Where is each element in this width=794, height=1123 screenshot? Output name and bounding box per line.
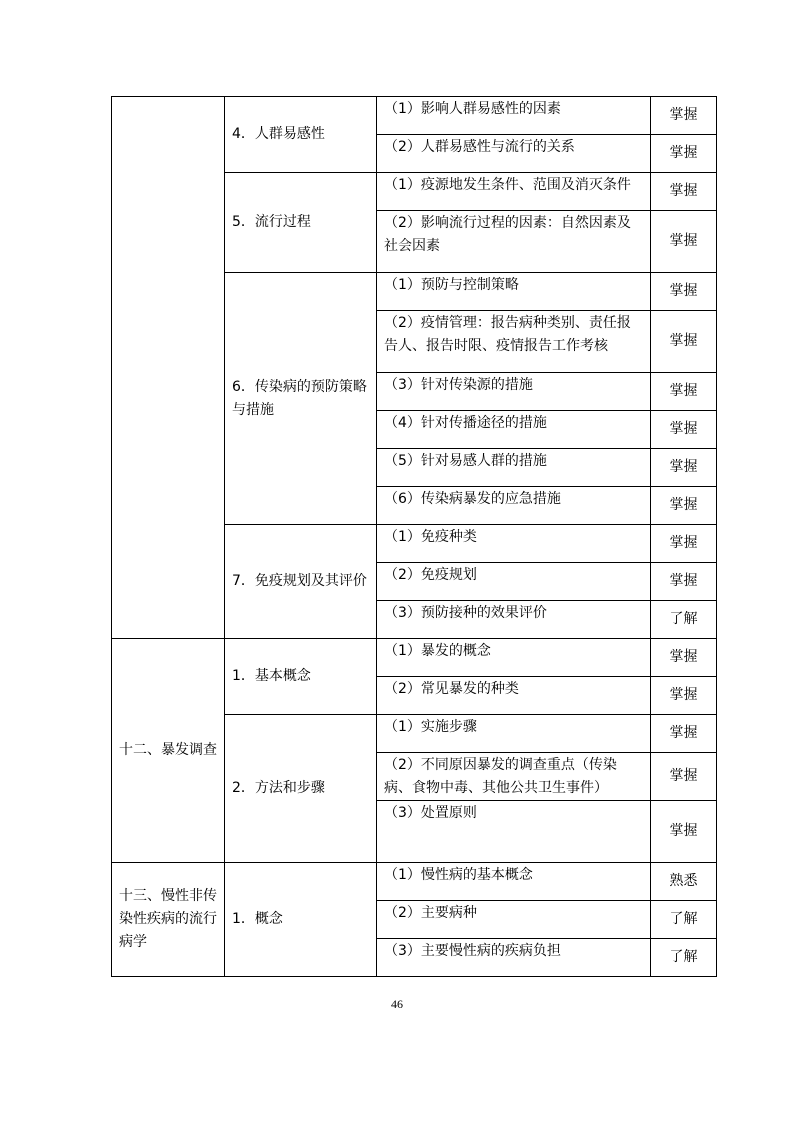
requirement-level: 掌握 [651, 753, 717, 801]
requirement-level: 掌握 [651, 487, 717, 525]
requirement-level: 掌握 [651, 563, 717, 601]
topic-title: 2．方法和步骤 [225, 715, 377, 863]
table-row [112, 97, 717, 135]
requirement-level: 掌握 [651, 97, 717, 135]
point-text: （1）疫源地发生条件、范围及消灭条件 [377, 173, 651, 211]
point-text: （2）免疫规划 [377, 563, 651, 601]
requirement-level: 掌握 [651, 411, 717, 449]
topic-title: 7．免疫规划及其评价 [225, 525, 377, 639]
requirement-level: 掌握 [651, 311, 717, 373]
topic-title: 6．传染病的预防策略与措施 [225, 273, 377, 525]
point-text: （2）不同原因暴发的调查重点（传染病、食物中毒、其他公共卫生事件） [377, 753, 651, 801]
topic-title: 5．流行过程 [225, 173, 377, 273]
table-row [112, 639, 717, 677]
point-text: （3）针对传染源的措施 [377, 373, 651, 411]
point-text: （3）预防接种的效果评价 [377, 601, 651, 639]
requirement-level: 掌握 [651, 449, 717, 487]
point-text: （3）主要慢性病的疾病负担 [377, 939, 651, 977]
point-text: （1）影响人群易感性的因素 [377, 97, 651, 135]
point-text: （2）主要病种 [377, 901, 651, 939]
requirement-level: 了解 [651, 939, 717, 977]
requirement-level: 掌握 [651, 525, 717, 563]
point-text: （1）暴发的概念 [377, 639, 651, 677]
syllabus-body [112, 97, 717, 977]
requirement-level: 了解 [651, 901, 717, 939]
page-number: 46 [391, 997, 403, 1011]
topic-title: 1．基本概念 [225, 639, 377, 715]
point-text: （2）常见暴发的种类 [377, 677, 651, 715]
point-text: （3）处置原则 [377, 801, 651, 863]
point-text: （1）免疫种类 [377, 525, 651, 563]
requirement-level: 掌握 [651, 373, 717, 411]
point-text: （1）慢性病的基本概念 [377, 863, 651, 901]
table-row [112, 863, 717, 901]
requirement-level: 掌握 [651, 639, 717, 677]
point-text: （2）影响流行过程的因素：自然因素及社会因素 [377, 211, 651, 273]
requirement-level: 了解 [651, 601, 717, 639]
point-text: （1）实施步骤 [377, 715, 651, 753]
point-text: （5）针对易感人群的措施 [377, 449, 651, 487]
requirement-level: 掌握 [651, 801, 717, 863]
topic-title: 4．人群易感性 [225, 97, 377, 173]
requirement-level: 掌握 [651, 715, 717, 753]
point-text: （2）人群易感性与流行的关系 [377, 135, 651, 173]
topic-title: 1．概念 [225, 863, 377, 977]
requirement-level: 熟悉 [651, 863, 717, 901]
requirement-level: 掌握 [651, 273, 717, 311]
requirement-level: 掌握 [651, 677, 717, 715]
requirement-level: 掌握 [651, 211, 717, 273]
syllabus-table [111, 96, 717, 977]
point-text: （2）疫情管理：报告病种类别、责任报告人、报告时限、疫情报告工作考核 [377, 311, 651, 373]
unit-title [112, 97, 225, 639]
requirement-level: 掌握 [651, 135, 717, 173]
point-text: （6）传染病暴发的应急措施 [377, 487, 651, 525]
unit-title: 十二、暴发调查 [112, 639, 225, 863]
requirement-level: 掌握 [651, 173, 717, 211]
point-text: （4）针对传播途径的措施 [377, 411, 651, 449]
unit-title: 十三、慢性非传染性疾病的流行病学 [112, 863, 225, 977]
point-text: （1）预防与控制策略 [377, 273, 651, 311]
